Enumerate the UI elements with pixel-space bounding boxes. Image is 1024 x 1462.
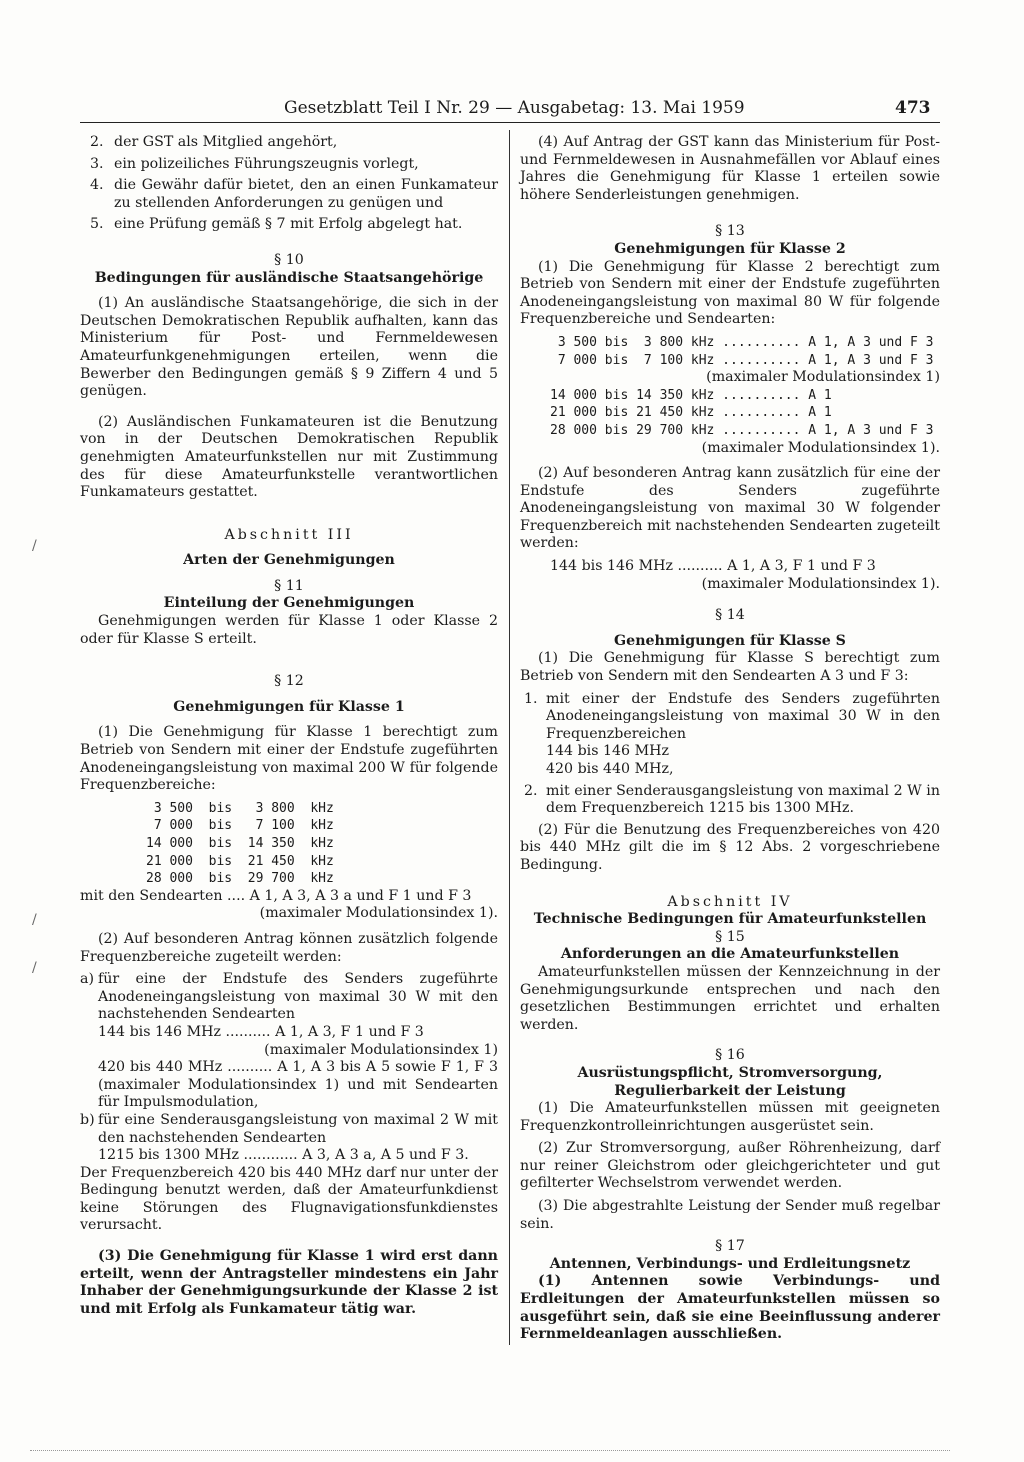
- section-title: Genehmigungen für Klasse 2: [614, 240, 846, 257]
- section-number: § 17: [715, 1238, 745, 1255]
- section-number: § 11: [274, 577, 304, 594]
- header-rule: [80, 122, 940, 123]
- left-column: [80, 134, 498, 1323]
- paragraph: Amateurfunkstellen müssen der Kennzeichnung in der Genehmigungsurkunde entsprechen und nach den gesetzlichen Bestimmungen errichtet und erhalten werden.: [520, 963, 940, 1033]
- section-title: Ausrüstungspflicht, Stromversorgung, Regulierbarkeit der Leistung: [577, 1064, 883, 1099]
- section-title: Einteilung der Genehmigungen: [163, 595, 415, 612]
- frequency-line: 1215 bis 1300 MHz ............ A 3, A 3 a, A 5 und F 3.: [98, 1147, 469, 1164]
- paragraph: (2) Für die Benutzung des Frequenzbereiches von 420 bis 440 MHz gilt die im § 12 Abs. 2 vorgeschriebene Bedingung.: [520, 821, 940, 873]
- frequency-line: 3 500 bis 3 800 kHz .......... A 1, A 3 und F 3: [550, 334, 934, 350]
- modes-note: (maximaler Modulationsindex 1).: [259, 905, 498, 922]
- paragraph: (1) Die Amateurfunkstellen müssen mit geeigneten Frequenzkontrolleinrichtungen ausgerüstet sein.: [520, 1100, 940, 1134]
- section-number: § 10: [274, 251, 304, 268]
- frequency-line: 3 500 bis 3 800 kHz: [146, 800, 334, 816]
- section-number: § 13: [715, 223, 745, 240]
- list-item: 2. mit einer Senderausgangsleistung von maximal 2 W in dem Frequenzbereich 1215 bis 1300 MHz.: [524, 782, 940, 817]
- frequency-line: 420 bis 440 MHz,: [546, 761, 674, 777]
- modes-note: (maximaler Modulationsindex 1).: [701, 575, 940, 592]
- paragraph: (1) Die Genehmigung für Klasse 2 berechtigt zum Betrieb von Sendern mit einer der Endstufe zugeführten Anodeneingangsleistung von maximal 80 W für folgende Frequenzbereiche und Sendearten:: [520, 258, 940, 328]
- chapter-title: Arten der Genehmigungen: [183, 552, 395, 569]
- frequency-line: 28 000 bis 29 700 kHz .......... A 1, A 3 und F 3: [550, 422, 934, 438]
- right-column: [520, 134, 940, 1349]
- margin-mark: /: [32, 912, 37, 928]
- chapter-heading: Abschnitt III: [224, 526, 354, 543]
- modes-note: (maximaler Modulationsindex 1): [264, 1041, 498, 1058]
- section-title: Genehmigungen für Klasse S: [614, 632, 846, 649]
- section-title: Bedingungen für ausländische Staatsangehörige: [94, 269, 484, 286]
- column-divider: [509, 130, 510, 1345]
- paragraph: (2) Auf besonderen Antrag können zusätzlich folgende Frequenzbereiche zugeteilt werden:: [80, 930, 498, 965]
- header-title: Gesetzblatt Teil I Nr. 29 — Ausgabetag: 13. Mai 1959: [284, 98, 745, 118]
- margin-mark: /: [32, 538, 37, 554]
- frequency-line: 7 000 bis 7 100 kHz .......... A 1, A 3 und F 3: [550, 352, 934, 368]
- chapter-heading: Abschnitt IV: [667, 893, 793, 910]
- frequency-line: 420 bis 440 MHz .......... A 1, A 3 bis A 5 sowie F 1, F 3 (maximaler Modulationsindex 1) und mit Sendearten für Impulsmodulation,: [98, 1059, 498, 1111]
- list-item: 3. ein polizeiliches Führungszeugnis vorlegt,: [90, 155, 419, 172]
- paragraph: Genehmigungen werden für Klasse 1 oder Klasse 2 oder für Klasse S erteilt.: [80, 613, 498, 647]
- modes-line: mit den Sendearten .... A 1, A 3, A 3 a und F 1 und F 3: [80, 887, 472, 904]
- section-title: Anforderungen an die Amateurfunkstellen: [560, 946, 900, 963]
- frequency-line: 14 000 bis 14 350 kHz .......... A 1: [550, 387, 832, 403]
- paragraph: (1) Die Genehmigung für Klasse S berechtigt zum Betrieb von Sendern mit den Sendearten A 3 und F 3:: [520, 650, 940, 685]
- paragraph: (1) Antennen sowie Verbindungs- und Erdleitungen der Amateurfunkstellen müssen so ausgeführt sein, daß sie eine Beeinflussung anderer Fernmeldeanlagen ausschließen.: [520, 1273, 940, 1343]
- section-title: Genehmigungen für Klasse 1: [173, 698, 405, 715]
- margin-mark: /: [32, 960, 37, 976]
- frequency-line: 14 000 bis 14 350 kHz: [146, 836, 334, 851]
- modes-note: (maximaler Modulationsindex 1): [706, 369, 940, 386]
- frequency-line: 7 000 bis 7 100 kHz: [146, 818, 334, 834]
- section-number: § 16: [715, 1047, 745, 1064]
- section-title: Antennen, Verbindungs- und Erdleitungsnetz: [549, 1255, 911, 1272]
- paragraph: Der Frequenzbereich 420 bis 440 MHz darf nur unter der Bedingung benutzt werden, daß der Amateurfunkdienst keine Störungen des Flugnavigationsfunkdienstes verursacht.: [80, 1164, 498, 1234]
- frequency-line: 21 000 bis 21 450 kHz: [146, 853, 334, 869]
- paragraph: (2) Auf besonderen Antrag kann zusätzlich für eine der Endstufe des Senders zugeführte Anodeneingangsleistung von maximal 30 W folgender Frequenzbereich mit nachstehenden Sendearten zugeteilt werden:: [520, 465, 940, 552]
- section-number: § 14: [715, 607, 745, 624]
- list-item: 1. mit einer der Endstufe des Senders zugeführten Anodeneingangsleistung von maximal 30 W in den Frequenzbereichen 144 bis 146 MHz 420 bis 440 MHz,: [524, 690, 940, 777]
- frequency-line: 28 000 bis 29 700 kHz: [146, 871, 334, 887]
- paragraph: (3) Die abgestrahlte Leistung der Sender muß regelbar sein.: [520, 1198, 940, 1232]
- frequency-line: 21 000 bis 21 450 kHz .......... A 1: [550, 405, 832, 421]
- list-item: 2. der GST als Mitglied angehört,: [90, 134, 338, 150]
- sub-item-a: a) für eine der Endstufe des Senders zugeführte Anodeneingangsleistung von maximal 30 W mit den nachstehenden Sendearten 144 bis 146 MHz .......... A 1, A 3, F 1 und F 3 (maximaler Modulationsindex 1) 420 bis 440 MHz .......... A 1, A 3 bis A 5 sowie F 1, F 3 (maximaler Modulationsindex 1) und mit Sendearten für Impulsmodulation,: [80, 971, 498, 1111]
- scan-edge: [30, 1450, 950, 1451]
- frequency-line: 144 bis 146 MHz .......... A 1, A 3, F 1 und F 3: [98, 1023, 424, 1040]
- page-number: 473: [895, 98, 931, 118]
- paragraph: (1) An ausländische Staatsangehörige, die sich in der Deutschen Demokratischen Republik aufhalten, kann das Ministerium für Post- und Fernmeldewesen Amateurfunkgenehmigungen erteilen, wenn die Bewerber den Bedingungen gemäß § 9 Ziffern 4 und 5 genügen.: [80, 295, 498, 400]
- paragraph: (3) Die Genehmigung für Klasse 1 wird erst dann erteilt, wenn der Antragsteller mindestens ein Jahr Inhaber der Genehmigungsurkunde der Klasse 2 ist und mit Erfolg als Funkamateur tätig war.: [80, 1248, 498, 1317]
- section-number: § 12: [274, 673, 304, 690]
- list-item: 5. eine Prüfung gemäß § 7 mit Erfolg abgelegt hat.: [90, 216, 463, 233]
- list-item: 4. die Gewähr dafür bietet, den an einen Funkamateur zu stellenden Anforderungen zu genügen und: [90, 177, 498, 211]
- section-number: § 15: [715, 928, 745, 945]
- paragraph: (1) Die Genehmigung für Klasse 1 berechtigt zum Betrieb von Sendern mit einer der Endstufe zugeführten Anodeneingangsleistung von maximal 200 W für folgende Frequenzbereiche:: [80, 724, 498, 794]
- frequency-line: 144 bis 146 MHz: [546, 743, 669, 760]
- paragraph: (2) Ausländischen Funkamateuren ist die Benutzung von in der Deutschen Demokratischen Republik genehmigten Amateurfunkstellen nur mit Zustimmung des für diese Amateurfunkstelle verantwortlichen Funkamateurs gestattet.: [80, 413, 498, 501]
- frequency-line: 144 bis 146 MHz .......... A 1, A 3, F 1 und F 3: [550, 558, 876, 575]
- sub-item-b: b) für eine Senderausgangsleistung von maximal 2 W mit den nachstehenden Sendearten 1215 bis 1300 MHz ............ A 3, A 3 a, A 5 und F 3.: [80, 1111, 498, 1164]
- chapter-title: Technische Bedingungen für Amateurfunkstellen: [533, 911, 927, 928]
- paragraph: (4) Auf Antrag der GST kann das Ministerium für Post- und Fernmeldewesen in Ausnahmefällen vor Ablauf eines Jahres die Genehmigung für Klasse 1 erteilen sowie höhere Senderleistungen genehmigen.: [520, 134, 940, 203]
- modes-note: (maximaler Modulationsindex 1).: [701, 439, 940, 456]
- paragraph: (2) Zur Stromversorgung, außer Röhrenheizung, darf nur reiner Gleichstrom oder gleichgerichteter und gut gefilterter Wechselstrom verwendet werden.: [520, 1140, 940, 1192]
